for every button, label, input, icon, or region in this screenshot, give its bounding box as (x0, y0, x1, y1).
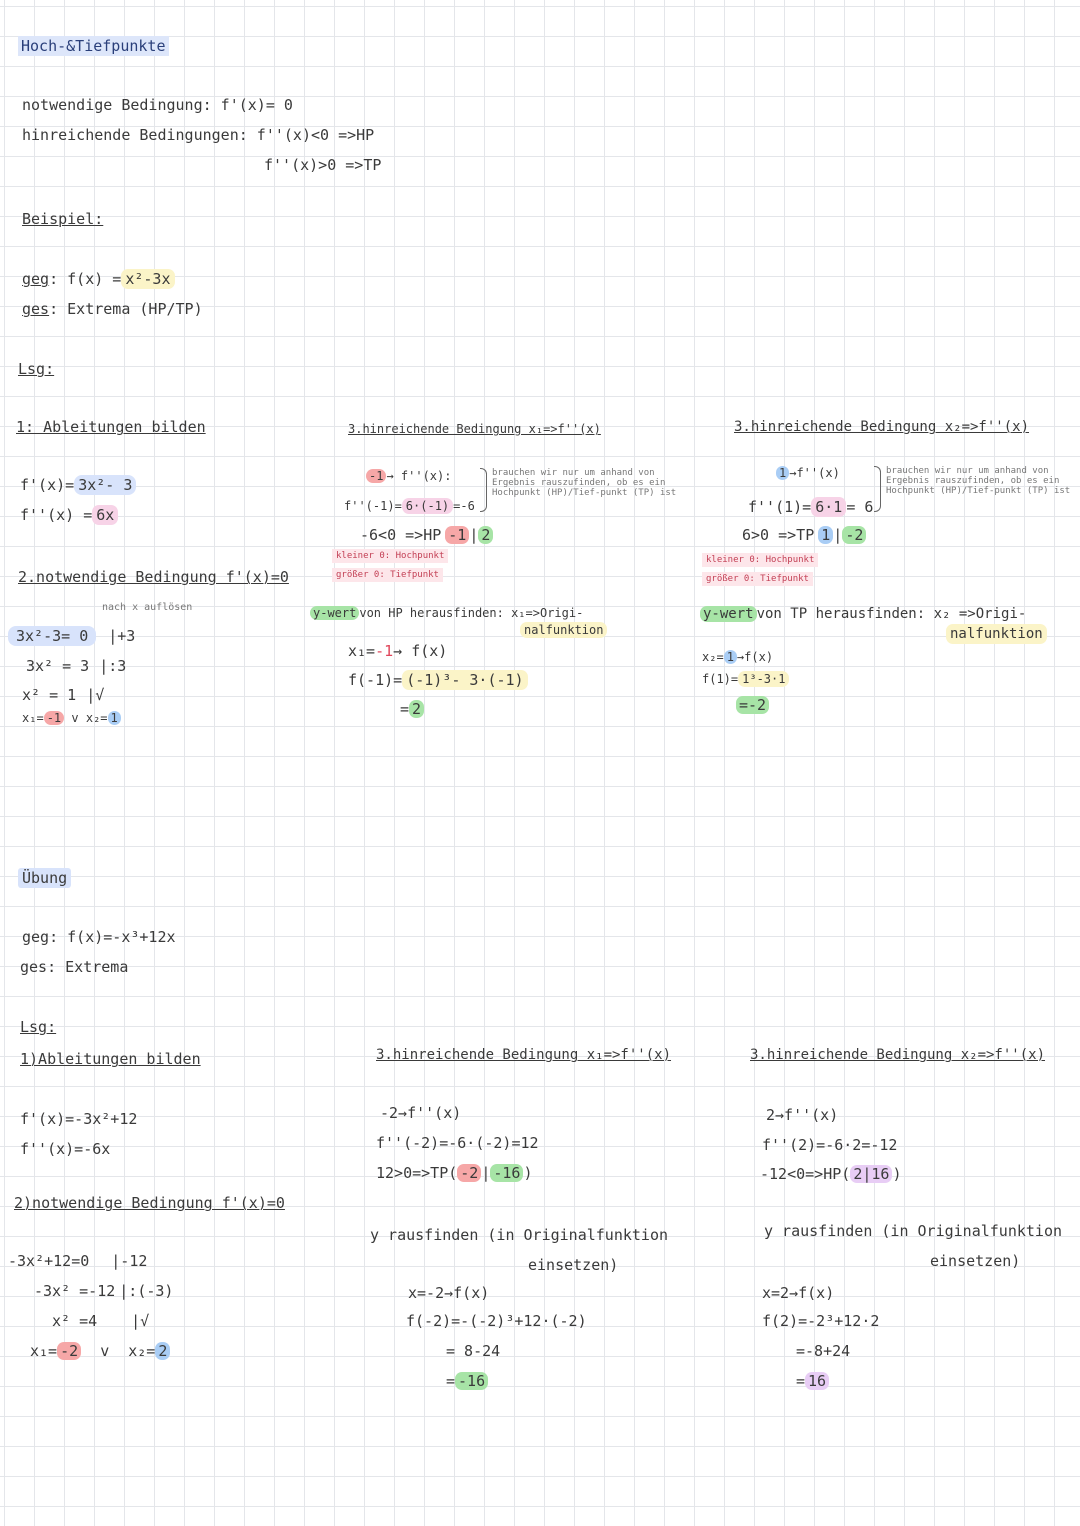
example-colB-ytitle (700, 605, 1026, 623)
exercise-first-derivative: f'(x)=-3x²+12 (20, 1110, 138, 1128)
example-solution-label: Lsg: (18, 360, 55, 378)
eq3-operation: |√ (86, 686, 105, 704)
exercise-colB-ytitle: y rausfinden (in Originalfunktion (764, 1222, 1063, 1240)
ex-eq2-expression: -3x² =-12 (34, 1282, 116, 1300)
ex-colA-l3-text: 12>0=>TP( (376, 1164, 458, 1182)
colB-sub-expr: 1³-3·1 (738, 671, 789, 687)
ex-colB-point: 2|16 (850, 1165, 892, 1183)
colB-sub-val: 1 (724, 650, 737, 664)
example-second-derivative (20, 506, 118, 524)
colB-result-text: 6>0 =>TP (742, 526, 815, 544)
colA-legend-small: kleiner 0: Hochpunkt (332, 549, 448, 563)
example-colB-subcalc (702, 672, 789, 686)
example-colA-arrow (366, 469, 451, 483)
second-derivative-expression: 6x (92, 505, 118, 525)
exercise-colA-title: 3.hinreichende Bedingung x₁=>f''(x) (376, 1047, 672, 1063)
sufficient-condition-hp: hinreichende Bedingungen: f''(x)<0 =>HP (22, 126, 375, 144)
example-colB-sub (702, 650, 773, 664)
exercise-second-derivative: f''(x)=-6x (20, 1140, 111, 1158)
exercise-colB-l1: 2→f''(x) (766, 1106, 839, 1124)
exercise-colB-title: 3.hinreichende Bedingung x₂=>f''(x) (750, 1047, 1046, 1063)
example-eq3 (22, 686, 104, 704)
colA-sub-expr: (-1)³- 3·(-1) (402, 670, 527, 690)
first-derivative-expression: 3x²- 3 (74, 475, 136, 495)
sufficient-condition-tp: f''(x)>0 =>TP (264, 156, 382, 174)
eq3-expression: x² = 1 (22, 686, 77, 704)
ex-colA-s4-eq: = (446, 1372, 456, 1390)
colB-point-y: -2 (842, 526, 866, 544)
sought-label: ges (22, 300, 50, 318)
sought-text: : Extrema (HP/TP) (49, 300, 203, 318)
colA-sub-lhs: f(-1)= (348, 671, 403, 689)
example-step1-title: 1: Ableitungen bilden (16, 418, 206, 436)
solution-x2-value: 1 (108, 711, 121, 725)
eq2-operation: |:3 (99, 657, 127, 675)
colA-brace (480, 468, 487, 512)
exercise-colA-s1: x=-2→f(x) (408, 1284, 490, 1302)
exercise-solutions (30, 1342, 170, 1360)
example-colA-result (360, 526, 493, 544)
colB-sub-x: x₂= (702, 650, 724, 664)
exercise-sought: ges: Extrema (20, 958, 129, 976)
colA-sub-x: x₁= (348, 642, 376, 660)
page-title: Hoch-&Tiefpunkte (18, 36, 169, 56)
example-colB-title: 3.hinreichende Bedingung x₂=>f''(x) (734, 419, 1030, 435)
colB-point-x: 1 (818, 526, 833, 544)
example-colB-result (742, 526, 866, 544)
example-first-derivative (20, 476, 136, 494)
ex-colB-s4-val: 16 (805, 1372, 829, 1390)
necessary-condition: notwendige Bedingung: f'(x)= 0 (22, 96, 293, 114)
eq1-operation: |+3 (108, 627, 136, 645)
colB-sub-eq: = (739, 696, 749, 714)
exercise-colA-l2: f''(-2)=-6·(-2)=12 (376, 1134, 539, 1152)
colA-arrow-rest: → f''(x): (386, 469, 452, 483)
exercise-colA-ytitle2: einsetzen) (528, 1256, 619, 1274)
eq2-expression: 3x² = 3 (26, 657, 90, 675)
colA-y-text: von HP herausfinden: x₁=>Origi- (359, 606, 584, 620)
exercise-eq1 (8, 1252, 147, 1270)
colB-point (818, 526, 866, 544)
exercise-step2-title: 2)notwendige Bedingung f'(x)=0 (14, 1194, 285, 1212)
colA-y-text2: nalfunktion (520, 622, 607, 638)
colB-legend-large: größer 0: Tiefpunkt (702, 572, 813, 586)
exercise-eq3 (52, 1312, 149, 1330)
colA-calc-lhs: f''(-1)= (344, 499, 402, 513)
given-function-prefix: : f(x) = (49, 270, 122, 288)
colA-brace-note: brauchen wir nur um anhand von Ergebnis rauszufinden, ob es ein Hochpunkt (HP)/Tief-punkt (TP) ist (492, 468, 677, 498)
exercise-colA-l3 (376, 1164, 533, 1182)
exercise-colB-ytitle2: einsetzen) (930, 1252, 1021, 1270)
ex-solution-x1-value: -2 (57, 1342, 81, 1360)
exercise-colA-l1: -2→f''(x) (380, 1104, 462, 1122)
eq1-expression: 3x²-3= 0 (8, 626, 96, 646)
ex-solution-x2-value: 2 (155, 1342, 170, 1360)
colA-sub-val: -1 (375, 642, 394, 660)
colB-brace (874, 466, 881, 512)
example-step2-note: nach x auflösen (102, 602, 193, 613)
exercise-label: Übung (18, 868, 71, 888)
colB-calc-result: = 6 (846, 498, 874, 516)
colB-y-tag: y-wert (700, 606, 757, 622)
colB-calc-lhs: f''(1)= (748, 498, 812, 516)
ex-colA-point-y: -16 (490, 1164, 523, 1182)
example-step2-title: 2.notwendige Bedingung f'(x)=0 (18, 568, 289, 586)
colB-calc-rhs: 6·1 (811, 497, 846, 517)
colA-sub-eq: = (400, 700, 410, 718)
colA-calc-result: =-6 (453, 499, 475, 513)
exercise-colA-ytitle: y rausfinden (in Originalfunktion (370, 1226, 669, 1244)
colA-calc-rhs: 6·(-1) (402, 498, 453, 514)
ex-colA-point-close: ) (523, 1164, 533, 1182)
exercise-colB-s1: x=2→f(x) (762, 1284, 835, 1302)
ex-eq3-expression: x² =4 (52, 1312, 98, 1330)
colB-sub-lhs: f(1)= (702, 672, 739, 686)
exercise-colA-s4 (446, 1372, 488, 1390)
solution-x1-label: x₁= (22, 711, 44, 725)
colA-y-tag: y-wert (310, 606, 359, 620)
ex-eq2-operation: |:(-3) (119, 1282, 174, 1300)
solution-or: v (71, 711, 79, 725)
exercise-colB-s4 (796, 1372, 829, 1390)
ex-eq1-expression: -3x²+12=0 (8, 1252, 90, 1270)
colB-y-text: von TP herausfinden: x₂ =>Origi- (756, 606, 1027, 622)
colB-point-sep: | (833, 526, 843, 544)
colB-sub-res-wrap (736, 696, 769, 714)
colB-brace-note: brauchen wir nur um anhand von Ergebnis rauszufinden, ob es ein Hochpunkt (HP)/Tief-punkt (TP) ist (886, 466, 1071, 496)
colA-point (445, 526, 493, 544)
colA-sub-arrow: → f(x) (393, 642, 448, 660)
first-derivative-label: f'(x)= (20, 476, 75, 494)
given-label: geg (22, 270, 50, 288)
colA-arrow-value: -1 (366, 469, 386, 483)
example-colB-calc (748, 498, 873, 516)
example-solutions (22, 711, 121, 725)
colA-point-y: 2 (478, 526, 493, 544)
example-eq1 (8, 627, 135, 645)
colA-point-x: -1 (445, 526, 469, 544)
given-function-expression: x²-3x (121, 269, 174, 289)
example-colA-calc (344, 499, 475, 513)
ex-solution-or: v (100, 1342, 110, 1360)
colB-y-text2: nalfunktion (946, 624, 1047, 644)
example-colA-subcalc (348, 671, 528, 689)
colB-sub-res: -2 (748, 696, 767, 714)
ex-colA-point-x: -2 (457, 1164, 481, 1182)
example-colA-ytitle (310, 606, 583, 620)
ex-colA-s4-val: -16 (455, 1372, 488, 1390)
colB-arrow-value: 1 (776, 466, 789, 480)
exercise-colB-l2: f''(2)=-6·2=-12 (762, 1136, 898, 1154)
solution-x1-value: -1 (44, 711, 64, 725)
exercise-colB-l3 (760, 1165, 901, 1183)
example-colB-arrow (776, 466, 840, 480)
example-colB-subresult (736, 696, 769, 714)
solution-x2-label: x₂= (85, 711, 108, 725)
colA-sub-res: 2 (409, 700, 424, 718)
example-sought (22, 300, 203, 318)
example-label: Beispiel: (22, 210, 104, 228)
colB-legend-small: kleiner 0: Hochpunkt (702, 553, 818, 567)
ex-solution-x1-label: x₁= (30, 1342, 58, 1360)
exercise-colB-s3: =-8+24 (796, 1342, 851, 1360)
ex-colB-l3-text: -12<0=>HP( (760, 1165, 851, 1183)
ex-eq1-operation: |-12 (111, 1252, 148, 1270)
ex-colB-point-close: ) (892, 1165, 902, 1183)
exercise-given: geg: f(x)=-x³+12x (22, 928, 176, 946)
example-colA-subresult (400, 700, 424, 718)
ex-colB-s4-eq: = (796, 1372, 806, 1390)
exercise-eq2 (34, 1282, 173, 1300)
colA-result-text: -6<0 =>HP (360, 526, 442, 544)
example-eq2 (26, 657, 126, 675)
exercise-colA-s3: = 8-24 (446, 1342, 501, 1360)
ex-solution-x2-label: x₂= (128, 1342, 156, 1360)
second-derivative-label: f''(x) = (20, 506, 93, 524)
colA-point-sep: | (469, 526, 479, 544)
exercise-solution-label: Lsg: (20, 1018, 57, 1036)
example-given (22, 270, 175, 288)
example-colA-sub (348, 642, 447, 660)
ex-eq3-operation: |√ (131, 1312, 150, 1330)
example-colA-title: 3.hinreichende Bedingung x₁=>f''(x) (348, 422, 601, 436)
colA-legend-large: größer 0: Tiefpunkt (332, 568, 443, 582)
colB-sub-arrow: →f(x) (736, 650, 774, 664)
exercise-colA-s2: f(-2)=-(-2)³+12·(-2) (406, 1312, 587, 1330)
colB-arrow-rest: →f''(x) (789, 466, 840, 480)
exercise-colB-s2: f(2)=-2³+12·2 (762, 1312, 880, 1330)
ex-colA-point-sep: | (481, 1164, 491, 1182)
exercise-step1-title: 1)Ableitungen bilden (20, 1050, 201, 1068)
